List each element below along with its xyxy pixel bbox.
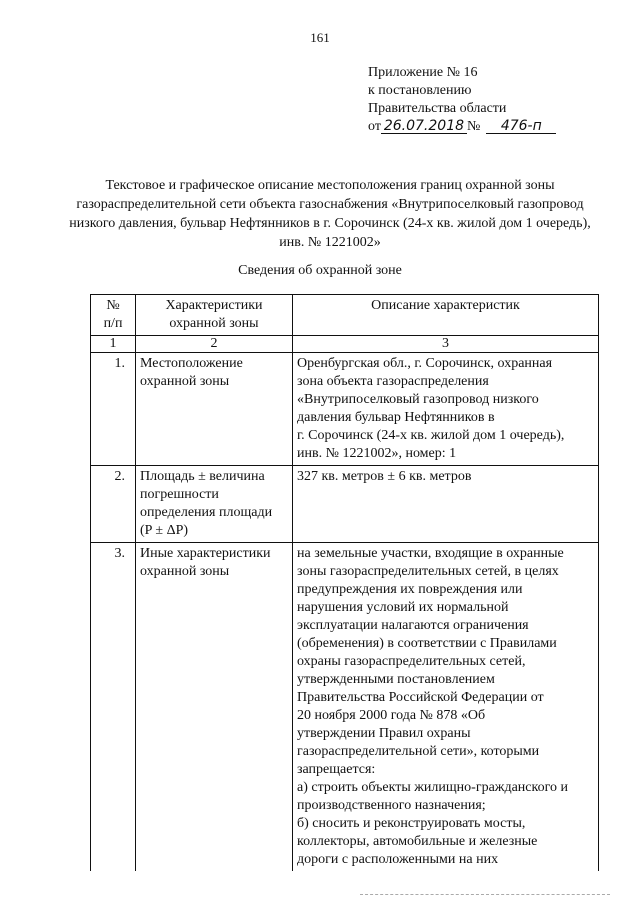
table-row — [91, 543, 599, 872]
table-index-row — [91, 336, 599, 353]
appendix-line-1: Приложение № 16 — [368, 65, 478, 80]
appendix-date-line — [368, 118, 556, 136]
table-header-row — [91, 295, 599, 336]
index-cell: 2 — [136, 336, 293, 353]
protection-zone-table — [90, 294, 599, 871]
index-cell: 1 — [91, 336, 136, 353]
handwritten-number: 476-п — [486, 119, 556, 134]
row-characteristic: Площадь ± величина погрешности определения площади (P ± ΔP) — [136, 466, 293, 543]
document-title: Текстовое и графическое описание местоположения границ охранной зоны газораспределительной сети объекта газоснабжения «Внутрипоселковый газопровод низкого давления, бульвар Нефтянников в г. Сорочинск (24-х кв. жилой дом 1 очередь), инв. № 1221002» — [69, 178, 591, 250]
header-description: Описание характеристик — [293, 295, 599, 336]
section-title: Сведения об охранной зоне — [238, 263, 402, 278]
header-number: № п/п — [91, 295, 136, 336]
appendix-line-2: к постановлению — [368, 83, 472, 98]
header-characteristics: Характеристики охранной зоны — [136, 295, 293, 336]
date-prefix: от — [368, 119, 381, 134]
row-number: 3. — [91, 543, 136, 872]
row-number: 1. — [91, 353, 136, 466]
row-characteristic: Местоположение охранной зоны — [136, 353, 293, 466]
row-description: Оренбургская обл., г. Сорочинск, охранная зона объекта газораспределения «Внутрипоселковый газопровод низкого давления бульвар Нефтянников в г. Сорочинск (24-х кв. жилой дом 1 очередь), инв. № 1221002», номер: 1 — [293, 353, 599, 466]
index-cell: 3 — [293, 336, 599, 353]
number-prefix: № — [466, 119, 481, 134]
scan-artifact-line — [360, 894, 610, 897]
table-row — [91, 466, 599, 543]
page-number: 161 — [310, 30, 330, 45]
handwritten-date: 26.07.2018 — [381, 119, 467, 134]
row-description: на земельные участки, входящие в охранные зоны газораспределительных сетей, в целях предупреждения их повреждения или нарушения условий их нормальной эксплуатации налагаются ограничения (обременения) в соответствии с Правилами охраны газораспределительных сетей, утвержденными постановлением Правительства Российской Федерации от 20 ноября 2000 года № 878 «Об утверждении Правил охраны газораспределительной сети», которыми запрещается: а) строить объекты жилищно-гражданского и производственного назначения; б) сносить и реконструировать мосты, коллекторы, автомобильные и железные дороги с расположенными на них — [293, 543, 599, 872]
row-characteristic: Иные характеристики охранной зоны — [136, 543, 293, 872]
appendix-line-3: Правительства области — [368, 101, 507, 116]
row-number: 2. — [91, 466, 136, 543]
row-description: 327 кв. метров ± 6 кв. метров — [293, 466, 599, 543]
appendix-block — [368, 64, 556, 136]
table-row — [91, 353, 599, 466]
